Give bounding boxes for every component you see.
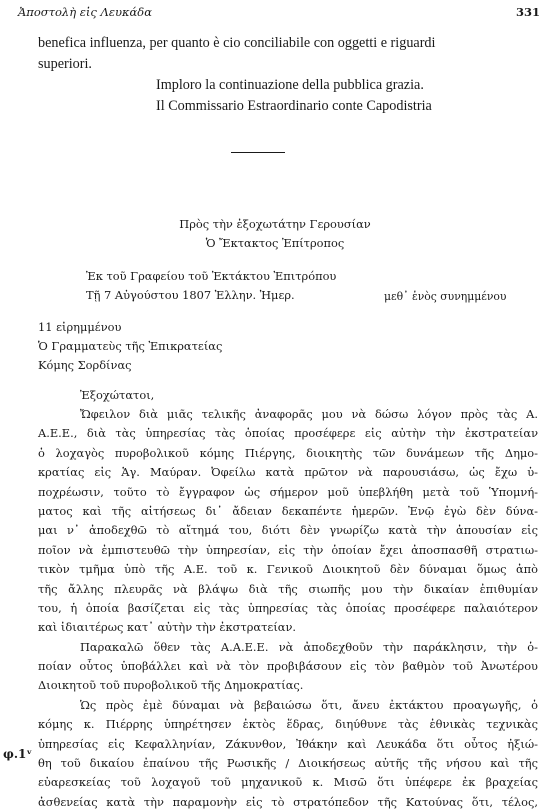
italian-text-block [38,33,538,117]
text-line: ποίαν οὗτος ὑποβάλλει καὶ νὰ τὸν προβιβάσουν εἰς τὸν βαθμὸν τοῦ Ἀνωτέρου [38,659,538,674]
secretary-title: Ὁ Γραμματεὺς τῆς Ἐπικρατείας [38,339,223,353]
reference-number: 11 εἰρημμένου [38,320,122,334]
text-line: εὐαρεσκείας τοῦ λοχαγοῦ τοῦ μηχανικοῦ κ. Μισῶ ὅτι ὑπέφερε ἐκ βραχείας [38,775,538,790]
text-line: ποῖον νὰ ἐμπιστευθῶ τὴν ὑπηρεσίαν, εἰς τὴν ὁποίαν ἔχει ἀποσπασθῆ στρατιω- [38,542,538,557]
italian-signature: Il Commissario Estraordinario conte Capodistria [156,98,432,114]
address-from: Ὁ Ἔκτακτος Ἐπίτροπος [205,236,345,250]
text-line: καὶ ἰδιαιτέρως κατ᾽ αὐτὴν τὴν ἐκστρατείαν. [38,620,297,635]
italian-line-3: Imploro la continuazione della pubblica grazia. [156,77,424,93]
section-divider [231,152,285,153]
text-line: Ὤφειλον διὰ μιᾶς τελικῆς ἀναφορᾶς μου νὰ δώσω λόγον πρὸς τὰς Α. [80,407,538,421]
text-line: Παρακαλῶ ὅθεν τὰς Α.Α.Ε.Ε. νὰ ἀποδεχθοῦν τὴν παράκλησιν, τὴν ὁ- [80,639,538,654]
running-head-title: Ἀποστολὴ εἰς Λευκάδα [18,5,152,19]
letter-date: Τῇ 7 Αὐγούστου 1807 Ἑλλην. Ἡμερ. [86,288,295,302]
italian-line-1: benefica influenza, per quanto è cio conciliabile con oggetti e riguardi [38,35,436,51]
text-line: κρατίας εἰς Ἁγ. Μαύραν. Ὀφείλω κατὰ πρῶτον νὰ παρουσιάσω, ὡς ἔχω ὑ- [38,465,538,480]
text-line: τῆς ἄλλης πλευρᾶς νὰ βλάψω διὰ τῆς σιωπῆς μου τὴν δικαίαν ἐπιθυμίαν [38,581,538,596]
text-line: μαι ν᾽ ἀποδεχθῶ τὸ αἴτημά του, διότι δὲν γνωρίζω κατὰ τὴν ἀπουσίαν εἰς [38,523,538,538]
text-line: Α.Ε.Ε., διὰ τὰς ὑπηρεσίας τὰς ὁποίας προσέφερε εἰς αὐτὴν τὴν ἐκστρατείαν [38,426,538,441]
office-line: Ἐκ τοῦ Γραφείου τοῦ Ἐκτάκτου Ἐπιτρόπου [86,269,337,283]
italian-line-2: superiori. [38,56,92,72]
text-line: Διοικητοῦ τοῦ πυροβολικοῦ τῆς Δημοκρατίας. [38,678,304,693]
text-line: κόμης κ. Πιέρρης ὑπηρέτησεν ἐκτὸς ἕδρας, διηύθυνε τὰς ἐθνικὰς τεχνικὰς [38,717,538,732]
text-line: ἀσθενείας κατὰ τὴν παραμονὴν εἰς τὸ στρατόπεδον τῆς Κατούνας ὅτι, τέλος, [38,794,538,809]
address-to: Πρὸς τὴν ἐξοχωτάτην Γερουσίαν [179,217,371,231]
running-head [18,3,540,21]
text-line: ποχρέωσιν, τοῦτο τὸ ἔγγραφον ὡς σήμερον μοῦ ὑπεβλήθη μετὰ τοῦ Ὑπομνή- [38,484,538,499]
page-number: 331 [515,5,540,19]
letter-body [38,405,538,812]
text-line: ὑπηρεσίας εἰς Κεφαλληνίαν, Ζάκυνθον, Ἰθάκην καὶ Λευκάδα ὅτι οὗτος ἠξιώ- [38,736,538,751]
text-line: Ὡς πρὸς ἐμὲ δύναμαι νὰ βεβαιώσω ὅτι, ἄνευ ἐκτάκτου προαγωγῆς, ὁ [80,697,538,712]
text-line: θη τοῦ δικαίου ἐπαίνου τῆς Ρωσικῆς / Διοικήσεως αὐτῆς τῆς νήσου καὶ τῆς [38,756,538,771]
enclosure-note: μεθ᾽ ἑνὸς συνημμένου [384,290,507,303]
secretary-name: Κόμης Σορδίνας [38,358,132,372]
salutation: Ἐξοχώτατοι, [80,388,155,402]
text-line: ματος καὶ τῆς αἰτήσεως δι᾽ ἄδειαν δεκαπέντε ἡμερῶν. Ἐνῷ ἐγὼ δὲν δύνα- [38,503,538,518]
paragraph-1 [38,405,538,638]
paragraph-3 [38,696,538,812]
text-line: τικὸν τμῆμα ὑπὸ τῆς Α.Ε. τοῦ κ. Γενικοῦ Διοικητοῦ δὲν δύναμαι ὅμως ἀπὸ [38,562,538,577]
folio-margin-note: φ.1ᵛ [3,747,33,761]
paragraph-2 [38,638,538,696]
text-line: ὁ λοχαγὸς πυροβολικοῦ κόμης Πιέργης, διοικητὴς τῶν δυνάμεων τῆς Δημο- [38,445,538,460]
text-line: του, ἡ ὁποία βασίζεται εἰς τὰς ὑπηρεσίας τὰς ὁποίας προσέφερε παλαιότερον [38,600,538,615]
